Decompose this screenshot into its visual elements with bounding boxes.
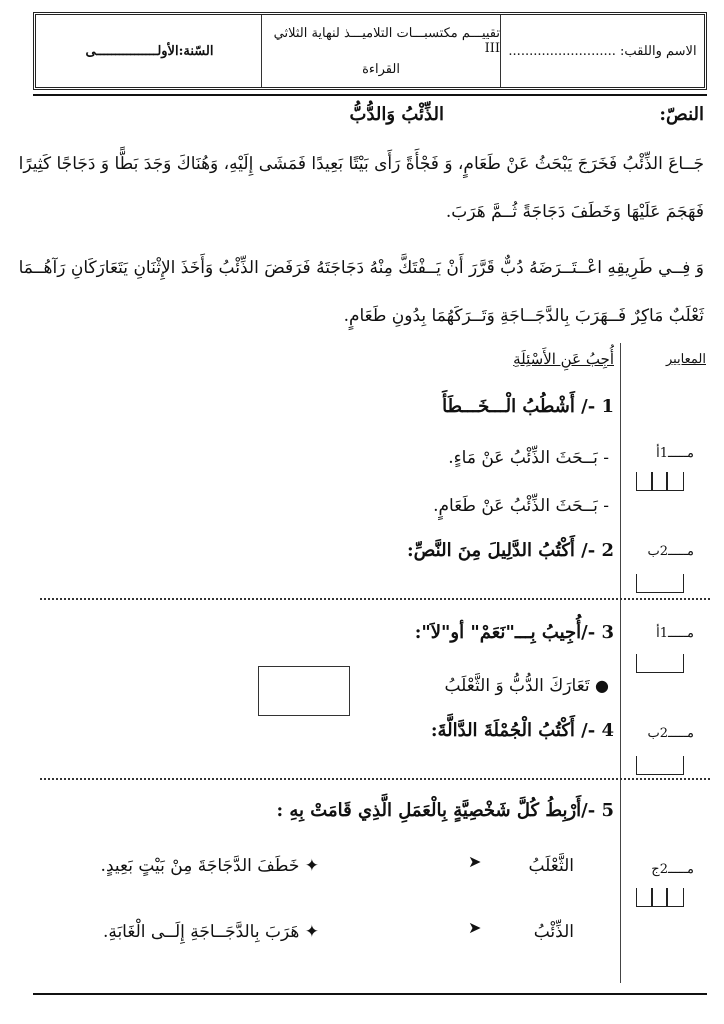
- header-box: [33, 12, 707, 90]
- q4-title: 4 -/ أَكْتُبُ الْجُمْلَةَ الدَّالَّةَ:: [430, 720, 614, 741]
- q1-score-box[interactable]: [636, 472, 684, 491]
- q5-criterion: مـــــ2ج: [651, 862, 694, 877]
- criteria-label: المعايير: [665, 352, 706, 367]
- q2-answer-line[interactable]: [40, 598, 710, 600]
- q5-action-2[interactable]: ✦ هَرَبَ بِالدَّجَــاجَةِ إِلَــى الْغَابَةِ.: [102, 922, 319, 942]
- q3-answer-box[interactable]: [258, 666, 350, 716]
- header-underline: [33, 94, 707, 96]
- year-text: السّنة:الأولــــــــــــــــى: [85, 43, 214, 59]
- footer-line: [33, 993, 707, 995]
- q5-action-1[interactable]: ✦ خَطَفَ الدَّجَاجَةَ مِنْ بَيْتٍ بَعِيدٍ.: [100, 856, 319, 876]
- exam-title-line2: القراءة: [362, 61, 400, 77]
- q1-criterion: مـــــ1أ: [656, 446, 694, 461]
- q3-criterion: مـــــ1أ: [656, 626, 694, 641]
- q5-score-box[interactable]: [636, 888, 684, 907]
- q2-criterion: مـــــ2ب: [647, 544, 694, 559]
- q2-score-box[interactable]: [636, 574, 684, 593]
- q3-statement-text: تَعَارَكَ الدُّبُّ وَ الثَّعْلَبُ: [444, 676, 590, 696]
- exam-title: [261, 15, 501, 87]
- q5-character-1[interactable]: الثَّعْلَبُ: [528, 856, 574, 876]
- q4-criterion: مـــــ2ب: [647, 726, 694, 741]
- exam-title-line1: تقييـــم مكتسبـــات التلاميـــذ لنهاية الثلاثي III: [273, 25, 500, 56]
- q2-title: 2 -/ أَكْتُبُ الدَّلِيلَ مِنَ النَّصِّ:: [406, 540, 614, 561]
- q5-title: 5 -/أَرْبِطُ كُلَّ شَخْصِيَّةٍ بِالْعَمَلِ الَّذِي قَامَتْ بِهِ :: [276, 800, 614, 821]
- answer-instruction: أُجِبُ عَنِ الأَسْئِلَةِ: [513, 350, 614, 368]
- q3-score-box[interactable]: [636, 654, 684, 673]
- name-label: الاسم واللقب: ..........................: [508, 43, 697, 59]
- text-line-4: ثَعْلَبٌ مَاكِرٌ فَــهَرَبَ بِالدَّجَــاجَةِ وَتَــرَكَهُمَا بِدُونِ طَعَامٍ.: [343, 306, 704, 326]
- q5-character-2[interactable]: الذِّئْبُ: [533, 922, 574, 942]
- q3-title: 3 -/أُجِيبُ بِـــ"نَعَمْ" أو"لاَ":: [414, 622, 614, 643]
- q1-option-2[interactable]: - بَــحَثَ الذِّئْبُ عَنْ طَعَامٍ.: [433, 496, 609, 516]
- text-line-1: جَــاعَ الذِّئْبُ فَخَرَجَ يَبْحَثُ عَنْ طَعَامٍ، وَ فَجْأَةً رَأَى بَيْتًا بَعِيدًا فَمَشَى إِلَيْهِ، وَهُنَاكَ وَجَدَ بَطًّا وَ دَجَاجًا كَثِيرًا: [18, 154, 704, 174]
- q4-answer-line[interactable]: [40, 778, 710, 780]
- year-label: [36, 15, 263, 87]
- q4-score-box[interactable]: [636, 756, 684, 775]
- text-label: النصّ:: [659, 104, 704, 125]
- q1-option-1[interactable]: - بَــحَثَ الذِّئْبُ عَنْ مَاءٍ.: [448, 448, 609, 468]
- q3-statement: [444, 672, 609, 700]
- q5-arrow-1-icon: ➤: [468, 852, 482, 871]
- text-line-3: وَ فِــي طَرِيقِهِ اعْــتَــرَضَهُ دُبٌّ قَرَّرَ أَنْ يَــفْتَكَّ مِنْهُ دَجَاجَتَهُ فَرَفَضَ الذِّئْبُ وَأَخَذَ الإِثْنَانِ يَتَعَارَكَانِ رَآهُــمَا: [18, 258, 704, 278]
- bullet-icon: ●: [595, 676, 609, 695]
- text-title: الذِّئْبُ وَالدُّبُّ: [349, 104, 444, 125]
- q1-title: 1 -/ أَشْطُبُ الْـــخَـــطَأَ: [442, 396, 614, 417]
- text-line-2: فَهَجَمَ عَلَيْهَا وَخَطَفَ دَجَاجَةً ثُــمَّ هَرَبَ.: [445, 202, 704, 222]
- q5-arrow-2-icon: ➤: [468, 918, 482, 937]
- student-name-field[interactable]: [501, 15, 704, 87]
- criteria-divider: [620, 343, 621, 983]
